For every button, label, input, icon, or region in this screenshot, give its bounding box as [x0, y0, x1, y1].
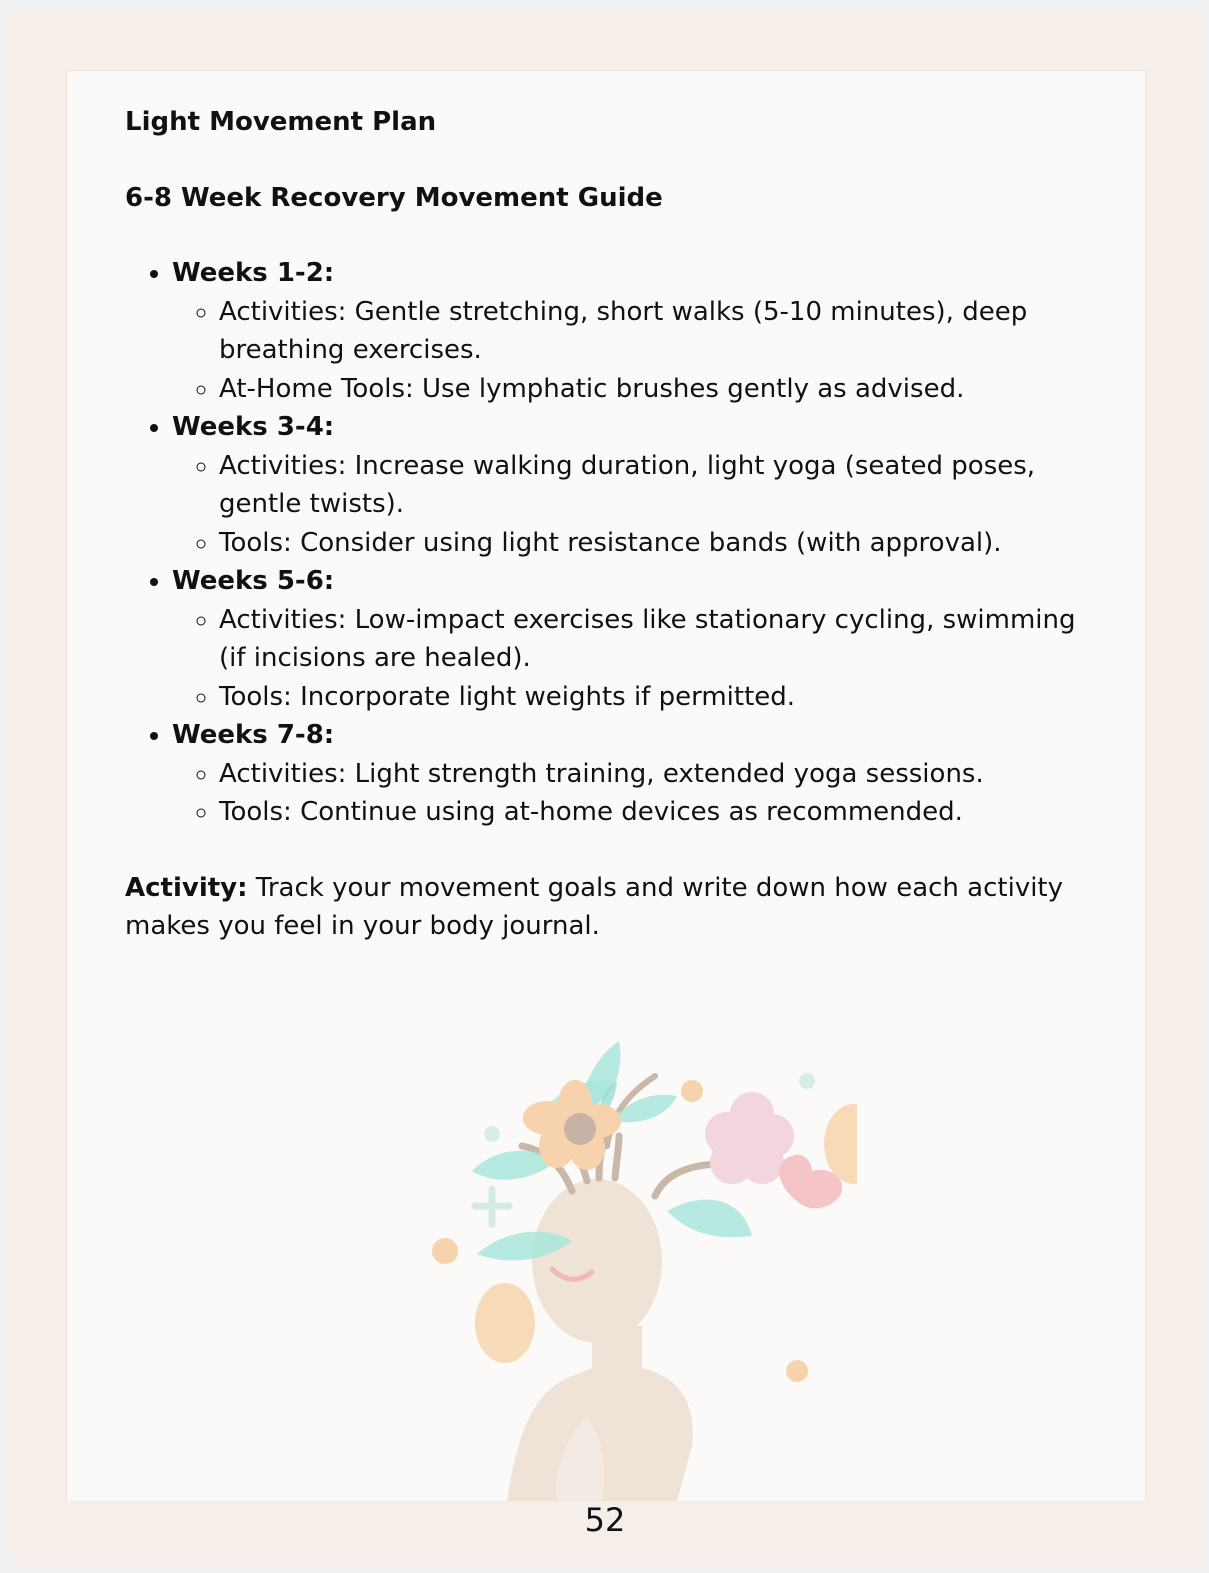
page: [6, 10, 1204, 1563]
sub-list: [172, 755, 1105, 832]
list-item: ◦ At-Home Tools: Use lymphatic brushes gently as advised.: [219, 370, 1105, 409]
week-label: Weeks 1-2:: [172, 258, 335, 288]
list-item: ◦ Activities: Increase walking duration, light yoga (seated poses, gentle twists).: [219, 447, 1105, 524]
woman-with-flowers-illustration-icon: [357, 996, 857, 1501]
document-sheet: [66, 70, 1146, 1501]
list-item: ◦ Activities: Gentle stretching, short walks (5-10 minutes), deep breathing exercises.: [219, 293, 1105, 370]
list-item-weeks-1-2: [172, 254, 1105, 408]
sub-list: [172, 601, 1105, 717]
activity-paragraph: [125, 869, 1105, 946]
list-item-weeks-3-4: [172, 408, 1105, 562]
section-subtitle: 6-8 Week Recovery Movement Guide: [125, 182, 663, 213]
week-label: Weeks 3-4:: [172, 412, 335, 442]
content: [125, 103, 1105, 972]
weeks-list: [125, 254, 1105, 832]
list-item: ◦ Activities: Light strength training, extended yoga sessions.: [219, 755, 1105, 794]
page-number: 52: [584, 1501, 626, 1539]
list-item: ◦ Tools: Continue using at-home devices as recommended.: [219, 793, 1105, 832]
activity-label: Activity:: [125, 872, 248, 903]
activity-text: Track your movement goals and write down how each activity makes you feel in your body journal.: [125, 872, 1064, 941]
list-item-weeks-5-6: [172, 562, 1105, 716]
list-item: ◦ Tools: Incorporate light weights if permitted.: [219, 678, 1105, 717]
week-label: Weeks 5-6:: [172, 566, 335, 596]
list-item-weeks-7-8: [172, 716, 1105, 832]
sub-list: [172, 293, 1105, 409]
week-label: Weeks 7-8:: [172, 720, 335, 750]
list-item: ◦ Activities: Low-impact exercises like stationary cycling, swimming (if incisions are healed).: [219, 601, 1105, 678]
page-title: Light Movement Plan: [125, 107, 437, 137]
sub-list: [172, 447, 1105, 563]
list-item: ◦ Tools: Consider using light resistance bands (with approval).: [219, 524, 1105, 563]
